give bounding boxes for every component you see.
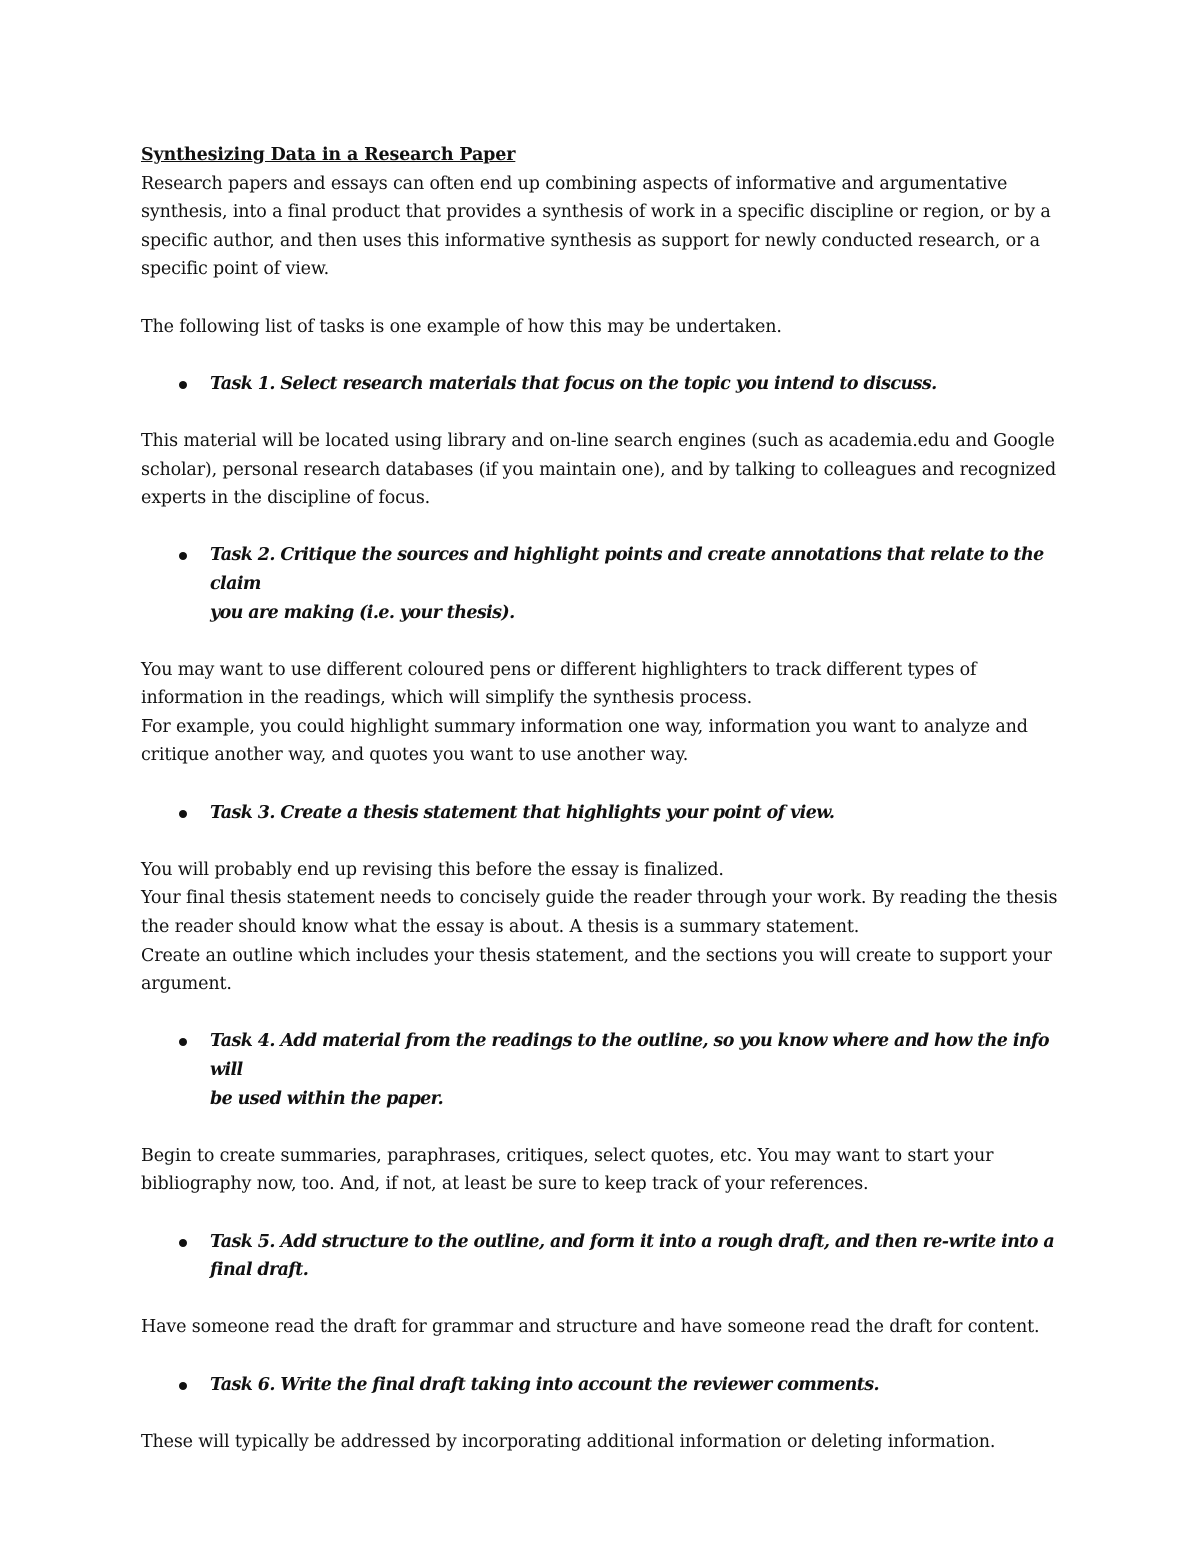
task-body-line: experts in the discipline of focus.: [141, 488, 431, 509]
task-heading-line: Task 4. Add material from the readings to the outline, so you know where and how the info will: [210, 1031, 1049, 1080]
task-heading: [141, 370, 1071, 399]
task-body-line: bibliography now, too. And, if not, at least be sure to keep track of your references.: [141, 1174, 869, 1195]
task-body-line: Create an outline which includes your thesis statement, and the sections you will create to support your: [141, 945, 1052, 966]
intro-line: specific author, and then uses this informative synthesis as support for newly conducted research, or a: [141, 230, 1040, 251]
bullet-icon: [179, 1038, 187, 1046]
task-list: [141, 799, 1071, 828]
paragraph-gap: [141, 1199, 1071, 1228]
paragraph-gap: [141, 999, 1071, 1028]
intro-line: synthesis, into a final product that provides a synthesis of work in a specific discipline or region, or by a: [141, 202, 1051, 223]
task-list: [141, 1027, 1071, 1113]
paragraph-gap: [141, 513, 1071, 542]
task-heading-line: be used within the paper.: [210, 1088, 444, 1109]
paragraph-gap: [141, 1285, 1071, 1314]
task-body-line: Have someone read the draft for grammar and structure and have someone read the draft for content.: [141, 1317, 1040, 1338]
paragraph-gap: [141, 827, 1071, 856]
task-heading-line: Task 6. Write the final draft taking into account the reviewer comments.: [210, 1374, 879, 1395]
task-body-line: Your final thesis statement needs to concisely guide the reader through your work. By reading the thesis: [141, 888, 1058, 909]
task-body-line: This material will be located using library and on-line search engines (such as academia.edu and Google: [141, 430, 1055, 451]
paragraph-gap: [141, 284, 1071, 313]
lead-paragraph: The following list of tasks is one example of how this may be undertaken.: [141, 316, 782, 337]
intro-line: specific point of view.: [141, 259, 330, 280]
task-body-line: the reader should know what the essay is about. A thesis is a summary statement.: [141, 917, 860, 938]
paragraph-gap: [141, 627, 1071, 656]
task-body-line: scholar), personal research databases (if you maintain one), and by talking to colleagues and recognized: [141, 459, 1057, 480]
paragraph-gap: [141, 398, 1071, 427]
paragraph-gap: [141, 1342, 1071, 1371]
bullet-icon: [179, 381, 187, 389]
task-body-line: Begin to create summaries, paraphrases, critiques, select quotes, etc. You may want to start your: [141, 1145, 994, 1166]
task-list: [141, 370, 1071, 399]
task-heading-line: final draft.: [210, 1260, 309, 1281]
task-list: [141, 541, 1071, 627]
task-heading-line: Task 2. Critique the sources and highlight points and create annotations that relate to the claim: [210, 545, 1044, 594]
document-page: [141, 141, 1071, 1456]
paragraph-gap: [141, 770, 1071, 799]
paragraph-gap: [141, 341, 1071, 370]
task-body-line: critique another way, and quotes you want to use another way.: [141, 745, 689, 766]
task-heading-line: you are making (i.e. your thesis).: [210, 602, 515, 623]
task-heading: [141, 1228, 1071, 1285]
task-body-line: argument.: [141, 974, 232, 995]
task-heading: [141, 541, 1071, 627]
task-heading-line: Task 1. Select research materials that focus on the topic you intend to discuss.: [210, 373, 937, 394]
task-body-line: For example, you could highlight summary information one way, information you want to analyze and: [141, 716, 1028, 737]
task-body-line: You may want to use different coloured pens or different highlighters to track different types of: [141, 659, 977, 680]
task-heading-line: Task 5. Add structure to the outline, and form it into a rough draft, and then re-write into a: [210, 1231, 1055, 1252]
task-heading: [141, 1371, 1071, 1400]
bullet-icon: [179, 1382, 187, 1390]
task-heading-line: Task 3. Create a thesis statement that highlights your point of view.: [210, 802, 835, 823]
task-list: [141, 1228, 1071, 1285]
bullet-icon: [179, 1239, 187, 1247]
bullet-icon: [179, 552, 187, 560]
task-body-line: You will probably end up revising this before the essay is finalized.: [141, 859, 724, 880]
bullet-icon: [179, 810, 187, 818]
document-title: Synthesizing Data in a Research Paper: [141, 145, 516, 165]
task-heading: [141, 1027, 1071, 1113]
intro-line: Research papers and essays can often end up combining aspects of informative and argumentative: [141, 173, 1008, 194]
paragraph-gap: [141, 1399, 1071, 1428]
task-heading: [141, 799, 1071, 828]
task-list: [141, 1371, 1071, 1400]
task-body-line: These will typically be addressed by incorporating additional information or deleting information.: [141, 1431, 996, 1452]
paragraph-gap: [141, 1113, 1071, 1142]
task-body-line: information in the readings, which will simplify the synthesis process.: [141, 688, 753, 709]
